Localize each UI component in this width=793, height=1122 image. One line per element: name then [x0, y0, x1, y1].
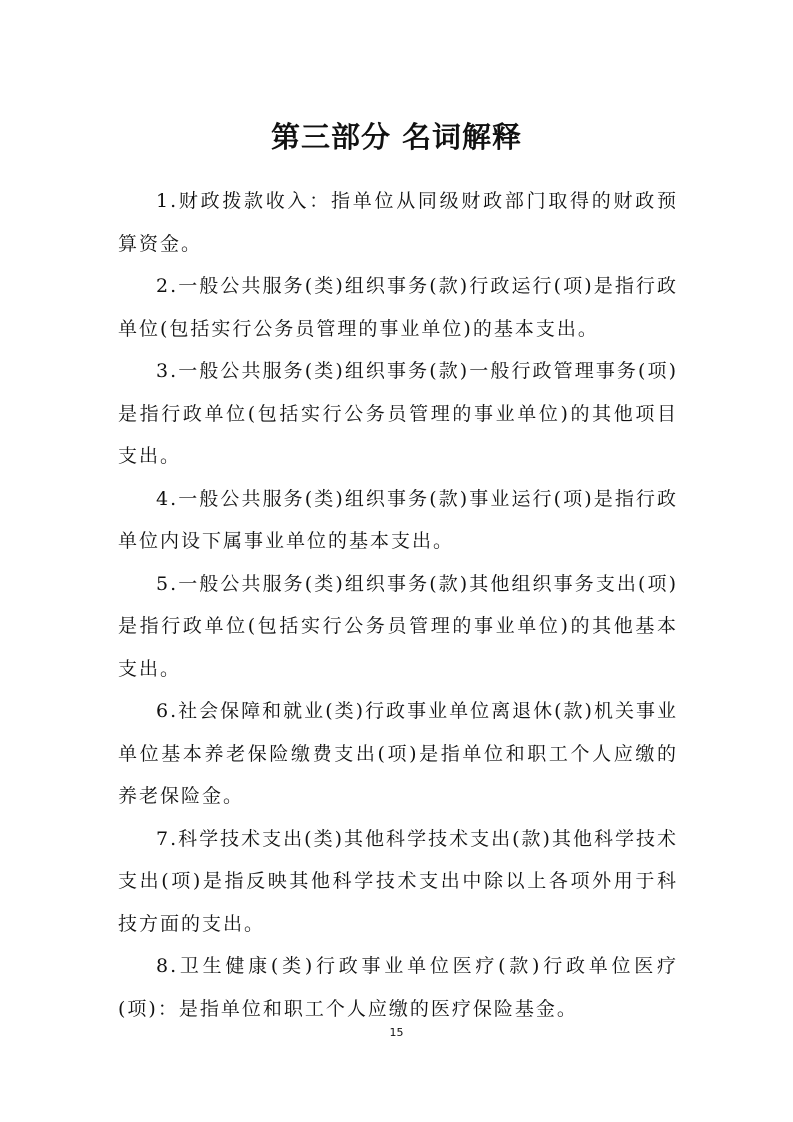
definition-paragraph-3: 3.一般公共服务(类)组织事务(款)一般行政管理事务(项)是指行政单位(包括实行公务员管理的事业单位)的其他项目支出。 [118, 360, 678, 467]
definition-paragraph-1: 1.财政拨款收入：指单位从同级财政部门取得的财政预算资金。 [118, 190, 678, 255]
definition-paragraph-5: 5.一般公共服务(类)组织事务(款)其他组织事务支出(项)是指行政单位(包括实行公务员管理的事业单位)的其他基本支出。 [118, 572, 678, 680]
definition-paragraph-7: 7.科学技术支出(类)其他科学技术支出(款)其他科学技术支出(项)是指反映其他科学技术支出中除以上各项外用于科技方面的支出。 [118, 827, 678, 935]
page-number: 15 [389, 1026, 404, 1039]
definition-paragraph-8: 8.卫生健康(类)行政事业单位医疗(款)行政单位医疗(项)：是指单位和职工个人应缴的医疗保险基金。 [118, 955, 678, 1020]
definition-paragraph-2: 2.一般公共服务(类)组织事务(款)行政运行(项)是指行政单位(包括实行公务员管理的事业单位)的基本支出。 [118, 275, 678, 340]
section-title: 第三部分 名词解释 [270, 120, 523, 155]
definition-paragraph-4: 4.一般公共服务(类)组织事务(款)事业运行(项)是指行政单位内设下属事业单位的基本支出。 [118, 487, 678, 552]
definition-list [118, 180, 678, 1030]
definition-paragraph-6: 6.社会保障和就业(类)行政事业单位离退休(款)机关事业单位基本养老保险缴费支出(项)是指单位和职工个人应缴的养老保险金。 [118, 700, 678, 807]
